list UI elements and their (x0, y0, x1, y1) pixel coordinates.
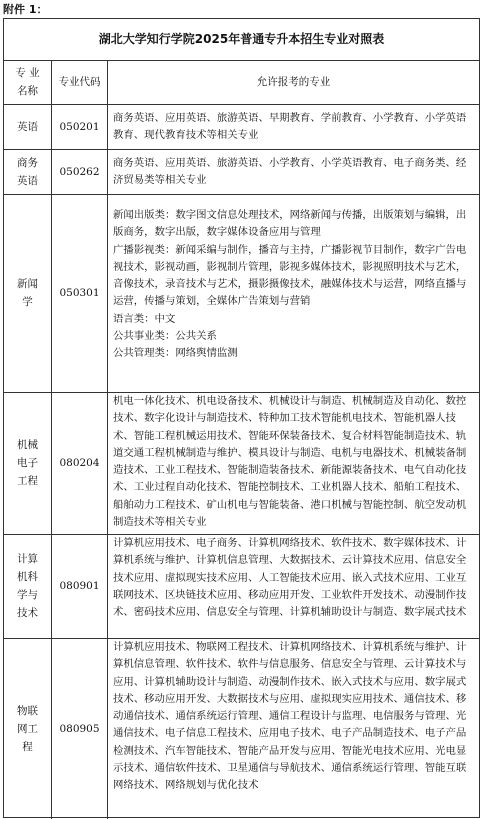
major-comparison-table (3, 18, 480, 818)
major-name-cell: 英语 (4, 104, 52, 149)
allowed-majors-cell: 计算机应用技术、电子商务、计算机网络技术、软件技术、数字媒体技术、计算机系统与维护、计算机信息管理、大数据技术、云计算技术应用、信息安全技术应用、虚拟现实技术应用、人工智能技术应用、嵌入式技术应用、工业互联网技术、区块链技术应用、移动应用开发、工业软件开发技术、动漫制作技术、密码技术应用、信息安全与管理、计算机辅助设计与制造、数字展式技术 (113, 537, 467, 619)
major-code-cell: 080905 (52, 638, 108, 819)
major-name-cell: 商务英语 (4, 149, 52, 194)
table-row (4, 534, 479, 639)
header-allowed-majors: 允许报考的专业 (256, 75, 331, 88)
table-header-row (4, 60, 479, 105)
major-name-cell: 计算机科学与技术 (4, 534, 52, 638)
allowed-majors-cell: 计算机应用技术、物联网工程技术、计算机网络技术、计算机系统与维护、计算机信息管理、软件技术、软件与信息服务、信息安全与管理、云计算技术与应用、计算机辅助设计与制造、动漫制作技术、嵌入式技术与应用、数字展式技术、移动应用开发、大数据技术与应用、虚拟现实应用技术、通信技术、移动通信技术、通信系统运行管理、通信工程设计与监理、电信服务与管理、光通信技术、电子信息工程技术、应用电子技术、电子产品制造技术、电子产品检测技术、汽车智能技术、智能产品开发与应用、智能光电技术应用、光电显示技术、通信软件技术、卫星通信与导航技术、通信系统运行管理、智能互联网络技术、网络规划与优化技术 (113, 641, 467, 792)
category-line: 语言类：中文 (113, 312, 176, 325)
allowed-majors-cell: 商务英语、应用英语、旅游英语、小学教育、小学英语教育、电子商务类、经济贸易类等相关专业 (113, 157, 467, 187)
category-line: 广播影视类：新闻采编与制作，播音与主持，广播影视节目制作，数字广告电视技术，影视动画，影视制片管理，影视多媒体技术，影视照明技术与艺术，音像技术，录音技术与艺术，摄影摄像技术，融媒体技术与运营，网络直播与运营，传播与策划，全媒体广告策划与营销 (113, 243, 467, 308)
header-major-code: 专业代码 (52, 60, 108, 104)
table-row (4, 638, 479, 819)
table-row (4, 104, 479, 150)
category-line: 新闻出版类：数字图文信息处理技术，网络新闻与传播，出版策划与编辑，出版商务，数字出版，数字媒体设备应用与管理 (113, 209, 467, 239)
allowed-majors-cell: 商务英语、应用英语、旅游英语、早期教育、学前教育、小学教育、小学英语教育、现代教育技术等相关专业 (113, 112, 467, 142)
category-line: 公共事业类：公共关系 (113, 330, 217, 343)
major-name-cell: 机械电子工程 (4, 392, 52, 534)
major-code-cell: 050301 (52, 194, 108, 392)
major-code-cell: 080901 (52, 534, 108, 638)
major-name-cell: 物联网工程 (4, 638, 52, 819)
major-name-cell: 新闻学 (4, 194, 52, 392)
attachment-label: 附件 1： (3, 3, 48, 16)
table-title: 湖北大学知行学院2025年普通专升本招生专业对照表 (4, 19, 479, 61)
table-row (4, 392, 479, 535)
major-code-cell: 050201 (52, 104, 108, 149)
allowed-majors-cell (108, 194, 479, 392)
allowed-majors-cell: 机电一体化技术、机电设备技术、机械设计与制造、机械制造及自动化、数控技术、数字化设计与制造技术、特种加工技术智能机电技术、智能机器人技术、智能工程机械运用技术、智能环保装备技术、复合材料智能制造技术、轨道交通工程机械制造与维护、模具设计与制造、电机与电器技术、机械装备制造技术、工业工程技术、智能制造装备技术、新能源装备技术、电气自动化技术、工业过程自动化技术、智能控制技术、工业机器人技术、船舶工程技术、船舶动力工程技术、矿山机电与智能装备、港口机械与智能控制、航空发动机制造技术等相关专业 (113, 395, 467, 529)
header-major-name: 专 业 名称 (4, 60, 52, 104)
major-code-cell: 050262 (52, 149, 108, 194)
table-row (4, 149, 479, 195)
category-line: 公共管理类：网络舆情监测 (113, 347, 238, 360)
major-code-cell: 080204 (52, 392, 108, 534)
table-row (4, 194, 479, 393)
